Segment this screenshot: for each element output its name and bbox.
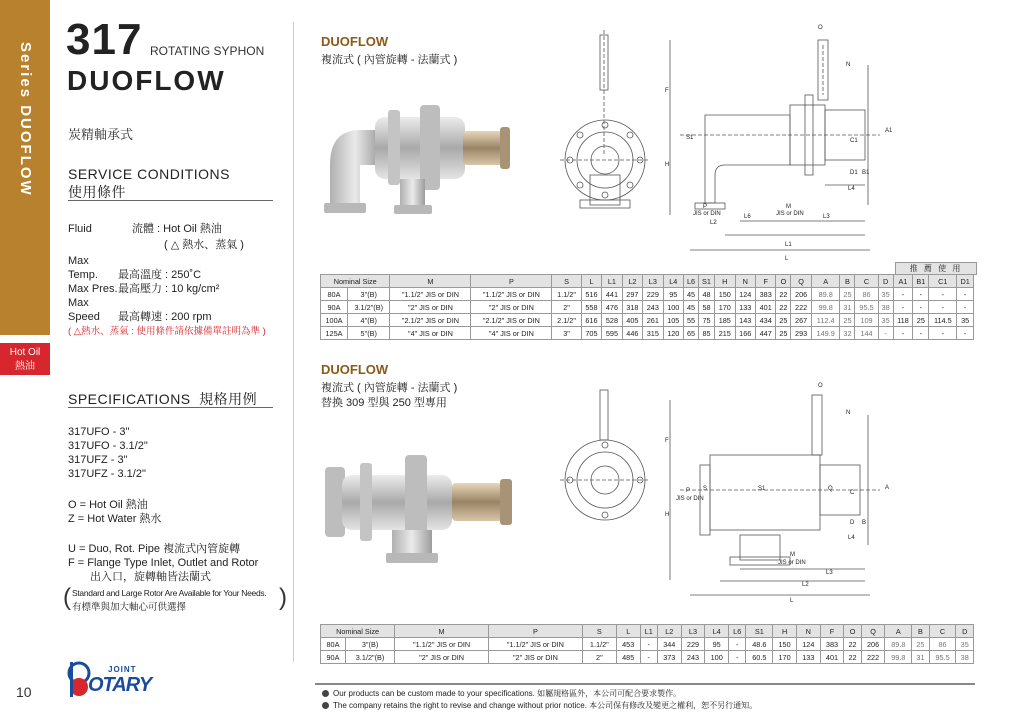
table-cell: "2" JIS or DIN xyxy=(471,301,552,314)
table-cell: 31 xyxy=(840,301,855,314)
model-name: DUOFLOW xyxy=(67,65,226,96)
dim2-p: P xyxy=(686,488,691,494)
table-cell: - xyxy=(893,288,913,301)
table-cell: - xyxy=(640,638,657,651)
table-cell: "2" JIS or DIN xyxy=(395,651,489,664)
table-cell: "1.1/2" JIS or DIN xyxy=(471,288,552,301)
dim-l1: L1 xyxy=(785,242,792,248)
table-cell: 206 xyxy=(791,288,811,301)
table-cell: "2.1/2" JIS or DIN xyxy=(390,314,471,327)
dim-l: L xyxy=(785,256,789,262)
table-row xyxy=(321,327,974,340)
table-row xyxy=(321,651,974,664)
table-header-cell: L6 xyxy=(729,625,746,638)
table-cell: 447 xyxy=(755,327,775,340)
dim-a1: A1 xyxy=(885,128,893,134)
service-row: Max Pres.最高壓力 : 10 kg/cm² xyxy=(68,283,220,295)
table-cell: 344 xyxy=(657,638,681,651)
cn-title: 炭精軸承式 xyxy=(68,127,134,142)
table-cell: 109 xyxy=(855,314,878,327)
table-cell: 2" xyxy=(552,301,581,314)
dim2-d: D xyxy=(850,520,855,526)
drawing-1 xyxy=(550,25,893,270)
table-cell: 22 xyxy=(844,651,861,664)
dim2-c: C xyxy=(850,490,855,496)
dim-p-jis: JIS or DIN xyxy=(693,211,721,217)
table-cell: - xyxy=(913,327,929,340)
table-header-cell: L2 xyxy=(657,625,681,638)
dim-m-jis: JIS or DIN xyxy=(776,211,804,217)
table-cell: 112.4 xyxy=(811,314,840,327)
bracket-right-icon: ) xyxy=(279,584,287,611)
table-cell: 149.9 xyxy=(811,327,840,340)
table-cell: 65 xyxy=(684,327,699,340)
table-cell: - xyxy=(729,651,746,664)
section2-note: 替換 309 型與 250 型專用 xyxy=(321,397,447,409)
table-row xyxy=(321,301,974,314)
table-header-cell: Q xyxy=(791,275,811,288)
table-cell: 89.8 xyxy=(811,288,840,301)
table-cell: - xyxy=(893,301,913,314)
dim2-s1: S1 xyxy=(758,486,766,492)
table-cell: 143 xyxy=(735,314,755,327)
table-cell: "1.1/2" JIS or DIN xyxy=(390,288,471,301)
service-title-cn: 使用條件 xyxy=(68,184,126,200)
table-cell: 3"(B) xyxy=(345,638,394,651)
table-cell: 133 xyxy=(735,301,755,314)
model-item: 317UFO - 3.1/2" xyxy=(68,440,148,452)
dim-d1: D1 xyxy=(850,170,858,176)
table-header-cell: L3 xyxy=(643,275,663,288)
table-cell: 45 xyxy=(684,288,699,301)
model-item: 317UFZ - 3.1/2" xyxy=(68,468,146,480)
table-header-cell: B1 xyxy=(913,275,929,288)
product-photo-1 xyxy=(320,95,520,220)
table-cell: 22 xyxy=(844,638,861,651)
legend-item: O = Hot Oil 熱油 xyxy=(68,499,148,511)
table-cell: 85 xyxy=(698,327,714,340)
table-header-cell: L2 xyxy=(622,275,642,288)
table-cell: 95 xyxy=(663,288,683,301)
table-row xyxy=(321,288,974,301)
table-cell: 170 xyxy=(773,651,797,664)
table-cell: 80A xyxy=(321,288,348,301)
service-row: Fluid 流體 : Hot Oil 熱油 xyxy=(68,223,222,235)
table-cell: 528 xyxy=(602,314,622,327)
table-header-cell: S1 xyxy=(746,625,773,638)
table-cell: 2" xyxy=(582,651,616,664)
table-header-cell: L1 xyxy=(640,625,657,638)
table-cell: - xyxy=(640,651,657,664)
table-cell: 222 xyxy=(791,301,811,314)
footer-rule xyxy=(315,683,975,685)
column-divider xyxy=(293,22,294,662)
dim-p: P xyxy=(703,204,708,210)
dim-b1: B1 xyxy=(862,170,870,176)
table-cell: 215 xyxy=(715,327,735,340)
dim2-l2: L2 xyxy=(802,582,809,588)
table-cell: 58 xyxy=(698,301,714,314)
bracket-cn: 有標準與加大軸心可供選擇 xyxy=(72,602,187,613)
table-cell: 25 xyxy=(840,288,855,301)
table-header-cell: L xyxy=(616,625,640,638)
spec-rule xyxy=(68,407,273,408)
table-cell: 243 xyxy=(643,301,663,314)
table-cell: - xyxy=(893,327,913,340)
dim-l2: L2 xyxy=(710,220,717,226)
model-number: 317 xyxy=(66,15,143,64)
dim2-o: O xyxy=(818,383,823,389)
table-cell: 318 xyxy=(622,301,642,314)
legend-uf xyxy=(68,542,258,584)
table-cell: 558 xyxy=(581,301,601,314)
hot-oil-en: Hot Oil xyxy=(9,347,41,358)
table-cell: 243 xyxy=(681,651,705,664)
table-cell: 125A xyxy=(321,327,348,340)
table-row xyxy=(321,638,974,651)
table-cell: 48 xyxy=(698,288,714,301)
table-header-cell: A xyxy=(885,625,912,638)
table-cell: 22 xyxy=(776,301,791,314)
bracket-left-icon: ( xyxy=(63,584,71,611)
table-cell: 35 xyxy=(957,314,974,327)
table-cell: 3" xyxy=(552,327,581,340)
dim-f: F xyxy=(665,88,669,94)
service-note: ( △熱水、蒸氣 : 使用條件請依據備單註明為準 ) xyxy=(68,326,266,337)
table-cell: 105 xyxy=(663,314,683,327)
dim-m: M xyxy=(786,204,791,210)
table-cell: 3"(B) xyxy=(348,288,390,301)
table-header-cell: Nominal Size xyxy=(321,625,395,638)
dim-h: H xyxy=(665,162,670,168)
table-cell: - xyxy=(957,327,974,340)
table-cell: 60.5 xyxy=(746,651,773,664)
footer-line-1: Our products can be custom made to your specifications. 如屬規格區外，本公司可配合要求製作。 xyxy=(322,688,681,699)
table-cell: 38 xyxy=(956,651,974,664)
dim2-h: H xyxy=(665,512,670,518)
spec-table-2 xyxy=(320,624,974,664)
table-cell: 35 xyxy=(878,288,893,301)
dim-l3: L3 xyxy=(823,214,830,220)
table-header-cell: S xyxy=(552,275,581,288)
table-header-cell: S xyxy=(582,625,616,638)
table-cell: - xyxy=(729,638,746,651)
table-header-cell: Q xyxy=(861,625,885,638)
table-header-cell: L3 xyxy=(681,625,705,638)
table-cell: 401 xyxy=(820,651,844,664)
table-cell: 383 xyxy=(820,638,844,651)
table-cell: 35 xyxy=(878,314,893,327)
table-header-cell: P xyxy=(471,275,552,288)
table-header-cell: D xyxy=(956,625,974,638)
table-cell: "2" JIS or DIN xyxy=(390,301,471,314)
dim2-q: Q xyxy=(828,486,833,492)
table-cell: 95.5 xyxy=(929,651,956,664)
table-cell: "2" JIS or DIN xyxy=(489,651,583,664)
bullet-icon xyxy=(322,702,329,709)
table-cell: 124 xyxy=(796,638,820,651)
table-cell: 38 xyxy=(878,301,893,314)
dim-s1: S1 xyxy=(686,135,694,141)
table-header-cell: S1 xyxy=(698,275,714,288)
series-label: Series DUOFLOW xyxy=(17,42,34,197)
table-header-cell: M xyxy=(390,275,471,288)
table-header-cell: L4 xyxy=(663,275,683,288)
table-cell: - xyxy=(957,301,974,314)
table-header-cell: P xyxy=(489,625,583,638)
dim2-s: S xyxy=(703,486,708,492)
table-header-cell: D xyxy=(878,275,893,288)
service-title: SERVICE CONDITIONS xyxy=(68,166,230,182)
table-cell: 25 xyxy=(912,638,929,651)
logo-rotary: OTARY xyxy=(88,674,152,696)
table-cell: 170 xyxy=(715,301,735,314)
table-cell: 95.5 xyxy=(855,301,878,314)
table-cell: - xyxy=(957,288,974,301)
dim2-m-jis: JIS or DIN xyxy=(778,560,806,566)
dim-c1: C1 xyxy=(850,138,858,144)
table-header-cell: A xyxy=(811,275,840,288)
table-cell: 476 xyxy=(602,301,622,314)
spec-title-wrap xyxy=(68,389,257,409)
table-cell: 95 xyxy=(705,638,729,651)
table-cell: 616 xyxy=(581,314,601,327)
dim2-m: M xyxy=(790,552,795,558)
spec-title: SPECIFICATIONS xyxy=(68,391,191,407)
dim2-l4: L4 xyxy=(848,535,855,541)
table-cell: 150 xyxy=(773,638,797,651)
table-cell: 1.1/2" xyxy=(582,638,616,651)
dim2-f: F xyxy=(665,438,669,444)
table-cell: 315 xyxy=(643,327,663,340)
table-cell: 4"(B) xyxy=(348,314,390,327)
table-header-cell: C xyxy=(855,275,878,288)
table-cell: - xyxy=(929,301,957,314)
footer-line-2: The company retains the right to revise and change without prior notice. 本公司保有修改及變更之權利，恕不另行通知。 xyxy=(322,700,757,711)
bracket-en: Standard and Large Rotor Are Available for Your Needs. xyxy=(72,588,267,598)
table-cell: - xyxy=(913,301,929,314)
dim-l6: L6 xyxy=(744,214,751,220)
table-cell: 55 xyxy=(684,314,699,327)
table-cell: 22 xyxy=(776,288,791,301)
table-cell: 2.1/2" xyxy=(552,314,581,327)
table-cell: 383 xyxy=(755,288,775,301)
spec-table-1 xyxy=(320,274,974,340)
page-number: 10 xyxy=(16,684,32,700)
table-header-cell: F xyxy=(820,625,844,638)
table-header-cell: L6 xyxy=(684,275,699,288)
table-cell: 80A xyxy=(321,638,346,651)
dim2-p-jis: JIS or DIN xyxy=(676,496,704,502)
table-cell: 3.1/2"(B) xyxy=(348,301,390,314)
table-row xyxy=(321,314,974,327)
table-cell: 595 xyxy=(602,327,622,340)
table-cell: 100 xyxy=(705,651,729,664)
table-cell: 48.6 xyxy=(746,638,773,651)
recommended-label: 推 薦 使 用 xyxy=(895,262,977,275)
table-header-cell: C1 xyxy=(929,275,957,288)
service-list xyxy=(68,222,283,339)
table-cell: 267 xyxy=(791,314,811,327)
table-header-cell: H xyxy=(773,625,797,638)
service-row: Max Speed 最高轉速 : 200 rpm xyxy=(68,297,212,323)
table-cell: 90A xyxy=(321,301,348,314)
table-cell: "4" JIS or DIN xyxy=(390,327,471,340)
table-cell: 401 xyxy=(755,301,775,314)
table-cell: 25 xyxy=(776,327,791,340)
dim2-a: A xyxy=(885,485,890,491)
table-cell: 99.8 xyxy=(811,301,840,314)
bullet-icon xyxy=(322,690,329,697)
table-cell: 293 xyxy=(791,327,811,340)
table-header-cell: L1 xyxy=(602,275,622,288)
table-cell: 75 xyxy=(698,314,714,327)
dim2-b: B xyxy=(862,520,867,526)
table-cell: 133 xyxy=(796,651,820,664)
table-cell: 144 xyxy=(855,327,878,340)
section1-title: DUOFLOW xyxy=(321,34,389,49)
table-header-cell: O xyxy=(844,625,861,638)
section2-title: DUOFLOW xyxy=(321,362,389,377)
table-cell: 229 xyxy=(643,288,663,301)
drawing-2 xyxy=(550,385,890,610)
table-cell: 86 xyxy=(929,638,956,651)
table-cell: 185 xyxy=(715,314,735,327)
legend-item: 出入口，旋轉軸皆法蘭式 xyxy=(90,571,211,583)
table-header-cell: L xyxy=(581,275,601,288)
table-cell: 434 xyxy=(755,314,775,327)
service-row: ( △ 熱水、蒸氣 ) xyxy=(164,239,244,251)
table-cell: 100 xyxy=(663,301,683,314)
table-cell: 99.8 xyxy=(885,651,912,664)
table-cell: 405 xyxy=(622,314,642,327)
service-row: Max Temp. 最高溫度 : 250˚C xyxy=(68,255,202,281)
table-cell: 86 xyxy=(855,288,878,301)
dim-n: N xyxy=(846,62,851,68)
joint-rotary-logo xyxy=(66,660,160,700)
table-cell: - xyxy=(878,327,893,340)
table-header-cell: L4 xyxy=(705,625,729,638)
legend-item: F = Flange Type Inlet, Outlet and Rotor xyxy=(68,557,259,569)
table-header-cell: N xyxy=(735,275,755,288)
legend-item: U = Duo, Rot. Pipe 複流式內管旋轉 xyxy=(68,543,241,555)
table-cell: 25 xyxy=(776,314,791,327)
table-cell: 297 xyxy=(622,288,642,301)
table-header-cell: F xyxy=(755,275,775,288)
table-cell: 45 xyxy=(684,301,699,314)
table-cell: 485 xyxy=(616,651,640,664)
table-cell: 118 xyxy=(893,314,913,327)
table-cell: 32 xyxy=(840,327,855,340)
table-cell: 261 xyxy=(643,314,663,327)
dim2-n: N xyxy=(846,410,851,416)
table-cell: 114.5 xyxy=(929,314,957,327)
table-cell: 453 xyxy=(616,638,640,651)
model-item: 317UFZ - 3" xyxy=(68,454,128,466)
product-photo-2 xyxy=(320,445,525,570)
service-rule xyxy=(68,200,273,201)
table-cell: 31 xyxy=(912,651,929,664)
model-subtitle: ROTATING SYPHON xyxy=(150,44,265,58)
table-cell: 120 xyxy=(663,327,683,340)
table-cell: 206 xyxy=(861,638,885,651)
table-cell: 1.1/2" xyxy=(552,288,581,301)
legend-item: Z = Hot Water 熱水 xyxy=(68,513,162,525)
table-cell: - xyxy=(913,288,929,301)
table-cell: 3.1/2"(B) xyxy=(345,651,394,664)
table-cell: 90A xyxy=(321,651,346,664)
table-cell: 441 xyxy=(602,288,622,301)
table-cell: 35 xyxy=(956,638,974,651)
table-header-cell: Nominal Size xyxy=(321,275,390,288)
dim2-l3: L3 xyxy=(826,570,833,576)
dim2-l: L xyxy=(790,598,794,604)
table-header-cell: B xyxy=(912,625,929,638)
section1-cn: 複流式 ( 內管旋轉 - 法蘭式 ) xyxy=(321,54,458,66)
table-header-cell: O xyxy=(776,275,791,288)
table-cell: 373 xyxy=(657,651,681,664)
table-header-cell: H xyxy=(715,275,735,288)
table-cell: 89.8 xyxy=(885,638,912,651)
table-cell: 446 xyxy=(622,327,642,340)
table-cell: 25 xyxy=(840,314,855,327)
table-header-cell: A1 xyxy=(893,275,913,288)
table-cell: 150 xyxy=(715,288,735,301)
spec-title-cn: 規格用例 xyxy=(199,391,258,407)
table-cell: "1.1/2" JIS or DIN xyxy=(395,638,489,651)
table-cell: 124 xyxy=(735,288,755,301)
dim-o: O xyxy=(818,25,823,31)
table-cell: 516 xyxy=(581,288,601,301)
table-cell: 5"(B) xyxy=(348,327,390,340)
table-cell: - xyxy=(929,327,957,340)
hot-oil-cn: 熱油 xyxy=(15,361,35,372)
table-header-cell: M xyxy=(395,625,489,638)
model-list xyxy=(68,425,148,481)
table-cell: - xyxy=(929,288,957,301)
table-cell: 100A xyxy=(321,314,348,327)
hot-oil-tab[interactable] xyxy=(0,343,50,375)
dim-l4: L4 xyxy=(848,186,855,192)
table-cell: 222 xyxy=(861,651,885,664)
table-cell: 166 xyxy=(735,327,755,340)
table-cell: 705 xyxy=(581,327,601,340)
legend-oz xyxy=(68,498,161,526)
table-header-cell: C xyxy=(929,625,956,638)
section2-cn: 複流式 ( 內管旋轉 - 法蘭式 ) xyxy=(321,382,458,394)
table-header-cell: D1 xyxy=(957,275,974,288)
table-cell: 25 xyxy=(913,314,929,327)
table-cell: "1.1/2" JIS or DIN xyxy=(489,638,583,651)
table-cell: 229 xyxy=(681,638,705,651)
table-header-cell: B xyxy=(840,275,855,288)
bracket-note xyxy=(63,586,288,612)
logo-joint: JOINT xyxy=(108,665,137,674)
table-header-cell: N xyxy=(796,625,820,638)
table-cell: "4" JIS or DIN xyxy=(471,327,552,340)
table-cell: "2.1/2" JIS or DIN xyxy=(471,314,552,327)
model-item: 317UFO - 3" xyxy=(68,426,130,438)
